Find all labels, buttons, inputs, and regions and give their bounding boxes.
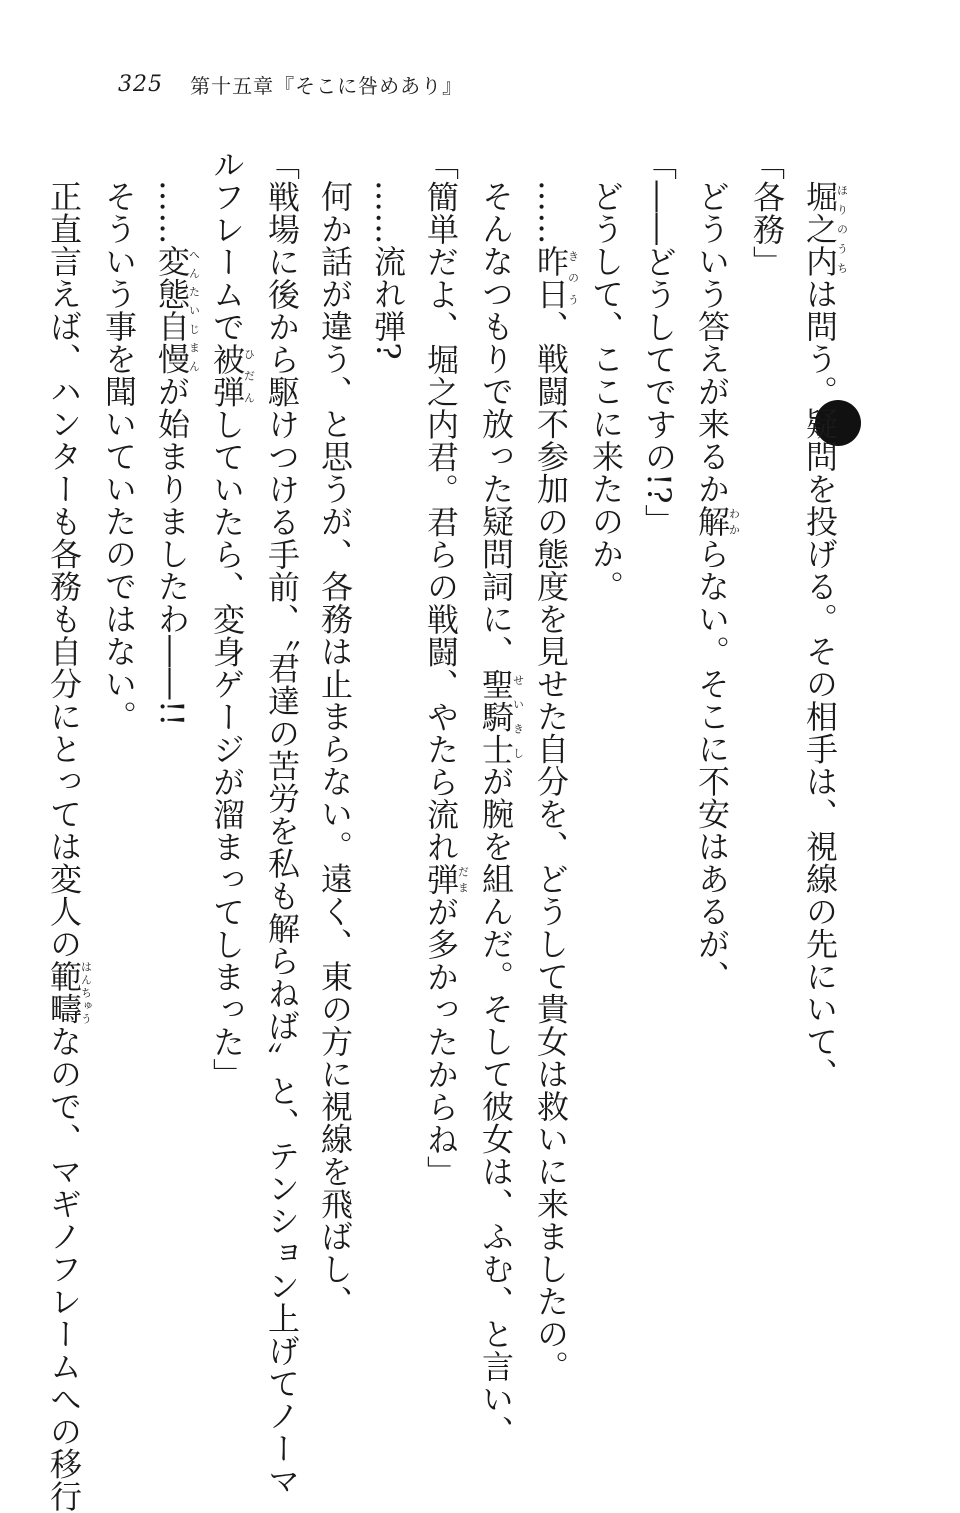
line-text: なので、マギノフレームへの移行 <box>45 1025 83 1513</box>
ruby-reading: せいきし <box>511 667 525 765</box>
line-text: ルフレームで <box>208 148 246 343</box>
text-line <box>524 148 580 1383</box>
text-line <box>200 148 255 1298</box>
text-line <box>793 148 848 1298</box>
chapter-title: 第十五章『そこに咎めあり』 <box>190 74 464 98</box>
text-line <box>145 148 200 1298</box>
ruby-base: 被弾 <box>208 343 246 408</box>
line-text: …… <box>153 180 191 245</box>
line-text: 「戦場に後から駆けつける手前、〝君達の苦労を私も解らねば〟と、テンション上げてノーマ <box>263 148 301 1497</box>
text-line <box>632 148 685 1298</box>
line-text: 「簡単だよ、堀之内君。君らの戦闘、やたら流れ <box>422 148 460 863</box>
line-text: が多かったからね」 <box>422 895 460 1188</box>
ruby-base: 解 <box>693 505 731 538</box>
text-line <box>414 148 469 1298</box>
text-line <box>308 148 361 1318</box>
ruby-base: 弾 <box>422 863 460 896</box>
ruby-word <box>693 505 741 538</box>
line-text: どういう答えが来るか <box>693 180 731 505</box>
ruby-word <box>208 343 256 408</box>
line-text: 「――どうしてですの!?」 <box>640 148 678 537</box>
text-line <box>37 148 93 1513</box>
line-text: していたら、変身ゲージが溜まってしまった」 <box>208 408 246 1091</box>
ruby-word <box>801 180 849 278</box>
ruby-base: 変態自慢 <box>153 245 191 375</box>
line-text: ……流れ弾? <box>369 180 407 361</box>
running-header <box>118 70 463 100</box>
text-line <box>361 148 414 1298</box>
line-text: 、戦闘不参加の態度を見せた自分を、どうして貴女は救いに来ましたの。 <box>532 310 570 1383</box>
text-line <box>740 148 793 1298</box>
ruby-reading: へんたいじまん <box>187 245 201 375</box>
ruby-word <box>422 863 470 896</box>
line-text: …… <box>532 180 570 245</box>
line-text: そんなつもりで放った疑問詞に、 <box>477 180 515 668</box>
line-text: が始まりましたわ――!! <box>153 375 191 727</box>
ruby-reading: ほりのうち <box>835 180 849 278</box>
ruby-base: 範疇 <box>45 960 83 1025</box>
ruby-word <box>477 667 525 766</box>
text-line <box>579 148 632 1298</box>
line-text: 正直言えば、ハンターも各務も自分にとっては変人の <box>45 180 83 960</box>
ruby-word <box>45 960 93 1025</box>
line-text: が腕を組んだ。そして彼女は、ふむ、と言い、 <box>477 765 515 1448</box>
text-line <box>469 148 525 1448</box>
line-text: 何か話が違う、と思うが、各務は止まらない。遠く、東の方に視線を飛ばし、 <box>316 180 354 1318</box>
ruby-reading: わか <box>727 505 741 538</box>
text-line <box>685 148 740 1298</box>
line-text: は問う。疑問を投げる。その相手は、視線の先にいて、 <box>801 277 839 1090</box>
ruby-base: 聖騎士 <box>477 667 515 765</box>
line-text: そういう事を聞いていたのではない。 <box>100 180 138 733</box>
line-text: どうして、ここに来たのか。 <box>587 180 625 603</box>
ruby-word <box>153 245 201 375</box>
ruby-reading: きのう <box>566 245 580 310</box>
line-text: 「各務」 <box>748 148 786 278</box>
page-number: 325 <box>118 72 163 97</box>
ruby-reading: ひだん <box>242 343 256 408</box>
ruby-reading: はんちゅう <box>79 960 93 1025</box>
text-line <box>255 148 308 1497</box>
text-line <box>92 148 145 1298</box>
ruby-word <box>532 245 580 310</box>
ruby-reading: だま <box>456 863 470 896</box>
line-text: らない。そこに不安はあるが、 <box>693 537 731 993</box>
vertical-body-text <box>37 148 849 1513</box>
ruby-base: 堀之内 <box>801 180 839 278</box>
ruby-base: 昨日 <box>532 245 570 310</box>
